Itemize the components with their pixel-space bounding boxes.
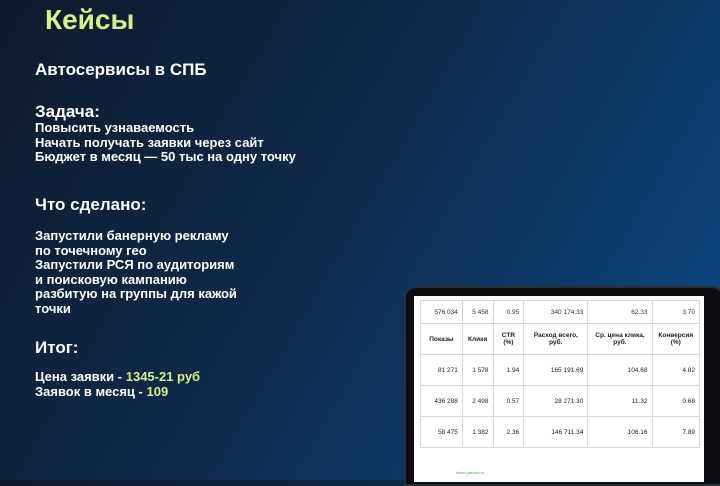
table-cell: 436 288: [421, 386, 463, 417]
column-header: Показы: [421, 324, 463, 355]
case-subtitle: Автосервисы в СПБ: [35, 60, 207, 79]
slide-title: Кейсы: [45, 4, 135, 35]
task-heading: Задача:: [35, 102, 100, 121]
result-heading: Итог:: [35, 338, 79, 357]
table-cell: 5 458: [462, 301, 493, 324]
table-cell: 1.94: [493, 355, 524, 386]
table-cell: 146 711.34: [524, 417, 588, 448]
column-header: Конверсия (%): [652, 324, 699, 355]
done-line: точки: [35, 300, 71, 316]
result-count-value: 109: [146, 383, 169, 399]
table-cell: 11.32: [588, 386, 652, 417]
table-cell: 576 034: [421, 301, 463, 324]
stats-table: [420, 300, 700, 448]
header-row: [421, 324, 700, 355]
table-cell: 0.95: [493, 301, 524, 324]
table-cell: 3.70: [652, 301, 699, 324]
column-header: CTR (%): [493, 324, 524, 355]
table-row: [421, 386, 700, 417]
table-row: [421, 355, 700, 386]
result-count-label: Заявок в месяц -: [35, 383, 147, 399]
done-line: Запустили РСЯ по аудиториям: [35, 257, 235, 272]
column-header: Ср. цена клика, руб.: [588, 324, 652, 355]
done-heading: Что сделано:: [35, 195, 147, 214]
table-cell: 81 271: [421, 355, 463, 386]
task-line: Бюджет в месяц — 50 тыс на одну точку: [35, 149, 296, 164]
done-line: и поисковую кампанию: [35, 271, 187, 287]
table-cell: 340 174.33: [524, 301, 588, 324]
done-line: по точечному гео: [35, 242, 147, 258]
result-list: [35, 370, 200, 399]
summary-row: [421, 301, 700, 324]
result-cost-value: 1345-21 руб: [125, 369, 201, 384]
laptop-screen: [414, 296, 704, 482]
table-cell: 0.68: [652, 386, 699, 417]
table-cell: 2.36: [493, 417, 524, 448]
table-cell: 1 382: [462, 417, 493, 448]
result-count: [35, 385, 200, 400]
table-cell: 0.57: [493, 386, 524, 417]
table-row: [421, 417, 700, 448]
screen-footer-link: direct.yandex.ru: [456, 470, 485, 475]
table-cell: 7.89: [652, 417, 699, 448]
table-cell: 28 271.30: [524, 386, 588, 417]
result-cost: [35, 370, 200, 385]
table-cell: 106.16: [588, 417, 652, 448]
done-line: Запустили банерную рекламу: [35, 228, 229, 243]
laptop-mockup: [404, 286, 720, 486]
table-cell: 2 498: [462, 386, 493, 417]
table-cell: 4.82: [652, 355, 699, 386]
result-cost-label: Цена заявки -: [35, 369, 126, 384]
table-cell: 58 475: [421, 417, 463, 448]
table-cell: 104.68: [588, 355, 652, 386]
task-line: Повысить узнаваемость: [35, 120, 195, 135]
column-header: Клики: [462, 324, 493, 355]
done-line: разбитую на группы для кажой: [35, 286, 237, 301]
column-header: Расход всего, руб.: [524, 324, 588, 355]
table-cell: 62.33: [588, 301, 652, 324]
task-line: Начать получать заявки через сайт: [35, 134, 264, 150]
table-cell: 1 578: [462, 355, 493, 386]
table-cell: 165 191.69: [524, 355, 588, 386]
task-list: [35, 121, 296, 165]
done-list: [35, 229, 237, 316]
